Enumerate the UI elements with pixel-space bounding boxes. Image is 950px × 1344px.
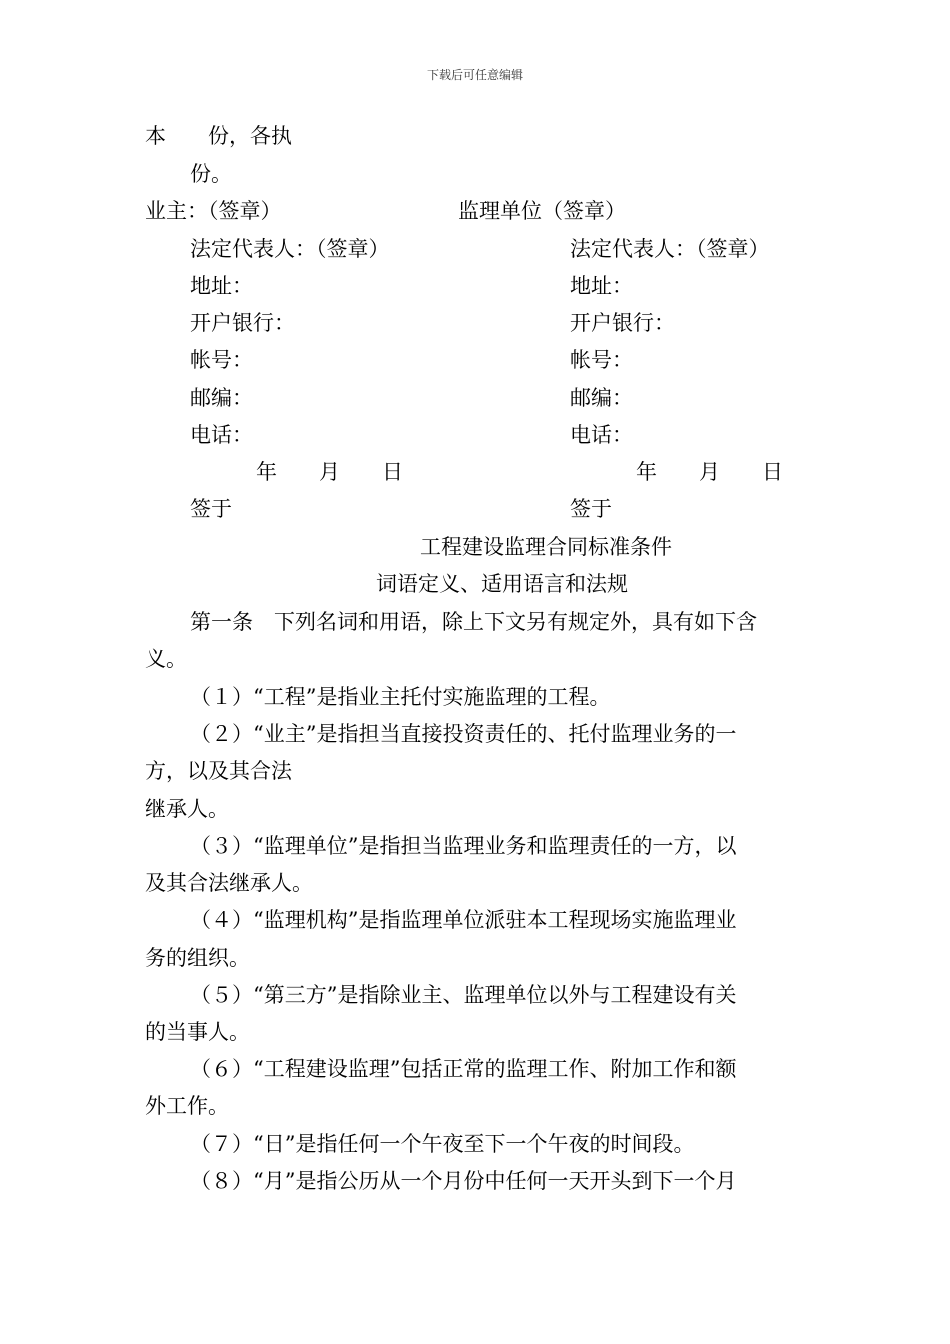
right-signed-at: 签于 — [570, 497, 612, 521]
page-header-note: 下载后可任意编辑 — [426, 68, 523, 82]
item-8-line-1: （８）“月”是指公历从一个月份中任何一天开头到下一个月 — [190, 1169, 737, 1193]
item-7-line-1: （７）“日”是指任何一个午夜至下一个午夜的时间段。 — [190, 1132, 695, 1156]
item-1-line-1: （１）“工程”是指业主托付实施监理的工程。 — [190, 685, 611, 709]
item-6-line-2: 外工作。 — [145, 1094, 229, 1118]
owner-signature-label: 业主：（签章） — [145, 199, 282, 223]
item-3-line-1: （３）“监理单位”是指担当监理业务和监理责任的一方，以 — [190, 834, 737, 858]
left-account: 帐号： — [190, 348, 253, 372]
right-legal-rep: 法定代表人：（签章） — [570, 237, 770, 261]
section-title: 工程建设监理合同标准条件 — [420, 535, 672, 559]
item-4-line-1: （４）“监理机构”是指监理单位派驻本工程现场实施监理业 — [190, 908, 737, 932]
item-2-line-3: 继承人。 — [145, 797, 229, 821]
item-2-line-1: （２）“业主”是指担当直接投资责任的、托付监理业务的一 — [190, 722, 737, 746]
right-phone: 电话： — [570, 423, 633, 447]
right-bank: 开户银行： — [570, 311, 675, 335]
article-1-line-2: 义。 — [145, 647, 187, 671]
left-signed-at: 签于 — [190, 497, 232, 521]
article-1-line-1: 第一条 下列名词和用语，除上下文另有规定外，具有如下含 — [190, 610, 757, 634]
section-subtitle: 词语定义、适用语言和法规 — [376, 572, 628, 596]
left-bank: 开户银行： — [190, 311, 295, 335]
right-address: 地址： — [570, 274, 633, 298]
item-6-line-1: （６）“工程建设监理”包括正常的监理工作、附加工作和额 — [190, 1057, 737, 1081]
left-date: 年 月 日 — [256, 460, 403, 484]
item-5-line-1: （５）“第三方”是指除业主、监理单位以外与工程建设有关 — [190, 983, 737, 1007]
left-legal-rep: 法定代表人：（签章） — [190, 237, 390, 261]
item-3-line-2: 及其合法继承人。 — [145, 871, 313, 895]
right-account: 帐号： — [570, 348, 633, 372]
item-2-line-2: 方，以及其合法 — [145, 759, 292, 783]
intro-line-1: 本 份，各执 — [145, 124, 292, 148]
right-date: 年 月 日 — [636, 460, 783, 484]
left-address: 地址： — [190, 274, 253, 298]
item-5-line-2: 的当事人。 — [145, 1020, 250, 1044]
intro-line-2: 份。 — [190, 162, 232, 186]
left-phone: 电话： — [190, 423, 253, 447]
left-postcode: 邮编： — [190, 386, 253, 410]
item-4-line-2: 务的组织。 — [145, 946, 250, 970]
supervisor-signature-label: 监理单位（签章） — [458, 199, 626, 223]
right-postcode: 邮编： — [570, 386, 633, 410]
